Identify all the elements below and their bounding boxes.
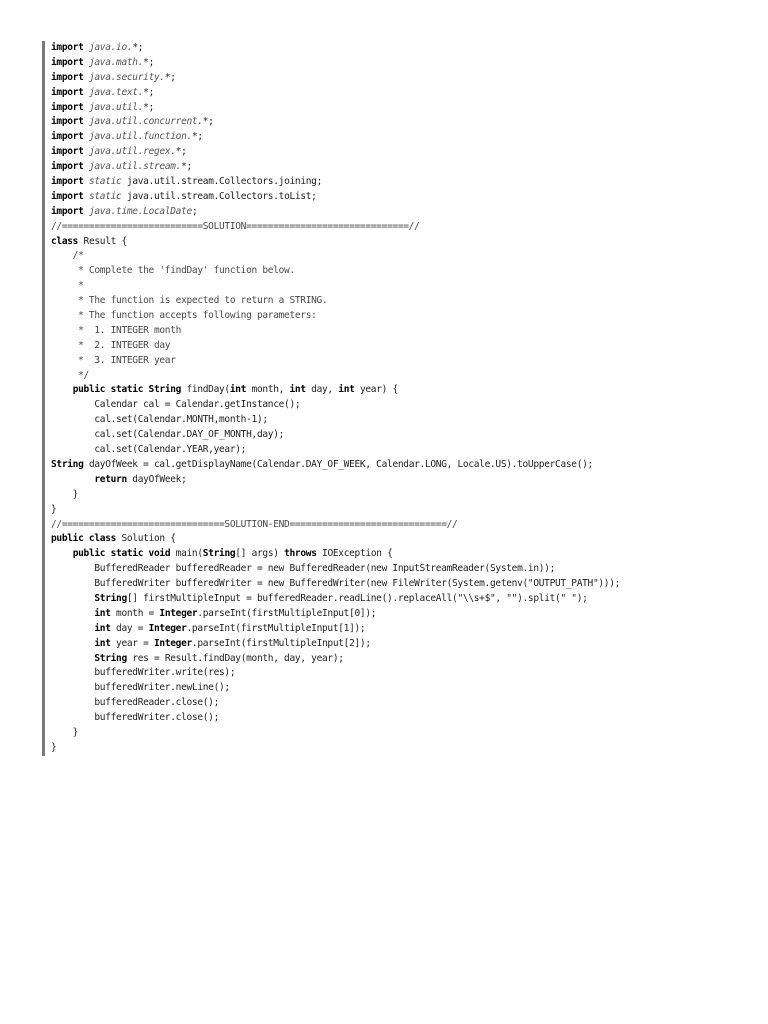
code-token: cal.set(Calendar.DAY_OF_MONTH,day); (51, 429, 285, 441)
code-token: java.util.function. (88, 131, 192, 143)
code-line (51, 681, 742, 696)
code-token: import (51, 116, 84, 128)
code-token: * The function is expected to return a STRING. (51, 295, 328, 307)
code-token: import (51, 190, 84, 202)
code-token: } (51, 488, 79, 500)
code-token: import (51, 176, 84, 188)
code-token: /* (51, 250, 84, 262)
code-token: java.util.stream.Collectors.joining; (121, 176, 323, 188)
code-line (51, 666, 742, 681)
code-token: year) { (354, 384, 398, 396)
code-token: * Complete the 'findDay' function below. (51, 265, 295, 277)
code-line (51, 562, 742, 577)
code-line (51, 458, 742, 473)
code-token: import (51, 101, 84, 113)
code-token (51, 384, 73, 395)
code-token: bufferedWriter.close(); (51, 712, 220, 724)
code-token: java.text. (88, 86, 144, 98)
code-token: static (88, 190, 122, 202)
code-token: java.math. (88, 56, 144, 68)
code-token: import (51, 42, 84, 53)
code-line (51, 607, 742, 622)
code-line (51, 220, 742, 235)
code-line (51, 56, 742, 71)
code-token: [] args) (235, 548, 285, 560)
code-line (51, 473, 742, 488)
code-token: int (94, 637, 111, 649)
code-token: java.util. (88, 101, 144, 113)
code-token: class (51, 235, 79, 247)
code-token: *; (202, 116, 214, 128)
code-token: */ (51, 369, 89, 381)
code-token: *; (143, 56, 154, 68)
code-line (51, 294, 742, 309)
code-line (51, 86, 742, 101)
code-token: return (94, 473, 127, 485)
code-token: import (51, 205, 84, 217)
code-token: * 2. INTEGER day (51, 339, 171, 351)
code-token: Integer (148, 622, 187, 634)
code-token (51, 593, 94, 604)
code-line (51, 354, 742, 369)
code-token: String (51, 458, 84, 470)
code-token: Solution { (116, 533, 176, 545)
code-line (51, 428, 742, 443)
code-token: throws (284, 548, 317, 560)
code-line (51, 175, 742, 190)
code-token: day = (110, 622, 149, 634)
code-token: import (51, 56, 84, 68)
code-line (51, 398, 742, 413)
code-line (51, 622, 742, 637)
code-line (51, 711, 742, 726)
code-token: month = (110, 607, 160, 619)
code-line (51, 726, 742, 741)
code-token: *; (164, 71, 176, 83)
code-line (51, 741, 742, 756)
code-line (51, 205, 742, 220)
code-token: import (51, 71, 84, 83)
code-line (51, 413, 742, 428)
code-token: res = Result.findDay(month, day, year); (126, 652, 344, 664)
code-line (51, 592, 742, 607)
code-token (51, 608, 94, 619)
code-line (51, 115, 742, 130)
code-line (51, 264, 742, 279)
code-line (51, 547, 742, 562)
code-token: java.io. (88, 42, 133, 53)
code-token: *; (143, 101, 154, 113)
code-block (42, 41, 742, 756)
code-token (51, 653, 94, 664)
code-line (51, 696, 742, 711)
code-line (51, 369, 742, 384)
code-token: import (51, 161, 84, 173)
code-token: *; (143, 86, 154, 98)
code-token: import (51, 131, 84, 143)
code-token: //==========================SOLUTION==============================// (51, 220, 420, 232)
code-token: .parseInt(firstMultipleInput[1]); (186, 622, 366, 634)
code-line (51, 101, 742, 116)
code-token: dayOfWeek = cal.getDisplayName(Calendar.DAY_OF_WEEK, Calendar.LONG, Locale.US).toUpperCase(); (83, 458, 593, 470)
code-line (51, 41, 742, 56)
code-token: *; (191, 131, 203, 143)
code-token: java.util.stream. (88, 161, 182, 173)
code-token: bufferedWriter.newLine(); (51, 682, 230, 694)
code-line (51, 577, 742, 592)
code-line (51, 532, 742, 547)
code-token: dayOfWeek; (126, 473, 187, 485)
code-token: ; (191, 205, 198, 217)
code-token: String (94, 652, 127, 664)
code-token: bufferedWriter.write(res); (51, 667, 236, 679)
code-line (51, 637, 742, 652)
code-token: //==============================SOLUTION-END=============================// (51, 518, 458, 530)
code-token: Calendar cal = Calendar.getInstance(); (51, 399, 301, 411)
code-token: int (94, 622, 111, 634)
code-token: IOException { (316, 548, 393, 560)
code-token: int (94, 607, 111, 619)
code-token: int (338, 384, 355, 396)
code-token: .parseInt(firstMultipleInput[2]); (191, 637, 371, 649)
code-line (51, 235, 742, 250)
code-token: .parseInt(firstMultipleInput[0]); (197, 607, 377, 619)
code-token: java.util.stream.Collectors.toList; (121, 190, 317, 202)
code-token: } (51, 741, 57, 753)
code-token (51, 548, 73, 559)
code-token: main( (170, 548, 203, 560)
code-token: cal.set(Calendar.MONTH,month-1); (51, 414, 268, 426)
code-token: month, (246, 384, 290, 396)
code-line (51, 190, 742, 205)
code-line (51, 160, 742, 175)
code-token: day, (305, 384, 339, 396)
code-token: int (289, 384, 306, 396)
code-line (51, 309, 742, 324)
code-line (51, 145, 742, 160)
code-token: import (51, 86, 84, 98)
code-token: *; (181, 161, 192, 173)
code-token: public static void (72, 548, 171, 560)
code-line (51, 518, 742, 533)
code-line (51, 443, 742, 458)
code-token: * The function accepts following parameters: (51, 310, 317, 322)
code-token (51, 623, 94, 634)
code-line (51, 130, 742, 145)
code-token: Integer (153, 637, 192, 649)
code-line (51, 339, 742, 354)
code-token (51, 474, 94, 485)
code-token (51, 638, 94, 649)
code-line (51, 279, 742, 294)
code-token: findDay( (181, 384, 230, 396)
code-token: Integer (159, 607, 198, 619)
code-line (51, 488, 742, 503)
code-line (51, 71, 742, 86)
code-token: *; (132, 42, 144, 53)
code-token: * 3. INTEGER year (51, 354, 176, 366)
code-line (51, 652, 742, 667)
code-token: String (94, 592, 127, 604)
code-line (51, 383, 742, 398)
code-token: BufferedReader bufferedReader = new BufferedReader(new InputStreamReader(System.in)); (51, 563, 556, 575)
code-token: int (229, 384, 247, 396)
code-token: year = (110, 637, 154, 649)
code-line (51, 249, 742, 264)
code-token: java.util.regex. (88, 146, 176, 158)
code-token: Result { (78, 235, 127, 247)
code-token: public class (51, 533, 117, 545)
code-token: java.util.concurrent. (88, 116, 203, 128)
code-token: public static String (72, 384, 182, 396)
code-token: java.time.LocalDate (88, 205, 192, 217)
code-line (51, 324, 742, 339)
code-token: } (51, 726, 79, 738)
code-token: import (51, 146, 84, 158)
code-token: *; (175, 146, 187, 158)
code-token: * (51, 280, 84, 292)
code-token: BufferedWriter bufferedWriter = new BufferedWriter(new FileWriter(System.getenv("OUTPUT_PATH"))); (51, 578, 621, 590)
code-token: [] firstMultipleInput = bufferedReader.readLine().replaceAll("\\s+$", "").split(" "); (126, 592, 588, 604)
code-token: bufferedReader.close(); (51, 697, 220, 709)
code-token: * 1. INTEGER month (51, 324, 182, 336)
code-token: String (202, 548, 236, 560)
code-token: java.security. (88, 71, 165, 83)
code-line (51, 503, 742, 518)
code-token: cal.set(Calendar.YEAR,year); (51, 444, 247, 456)
code-token: } (51, 503, 57, 515)
code-token: static (88, 176, 122, 188)
